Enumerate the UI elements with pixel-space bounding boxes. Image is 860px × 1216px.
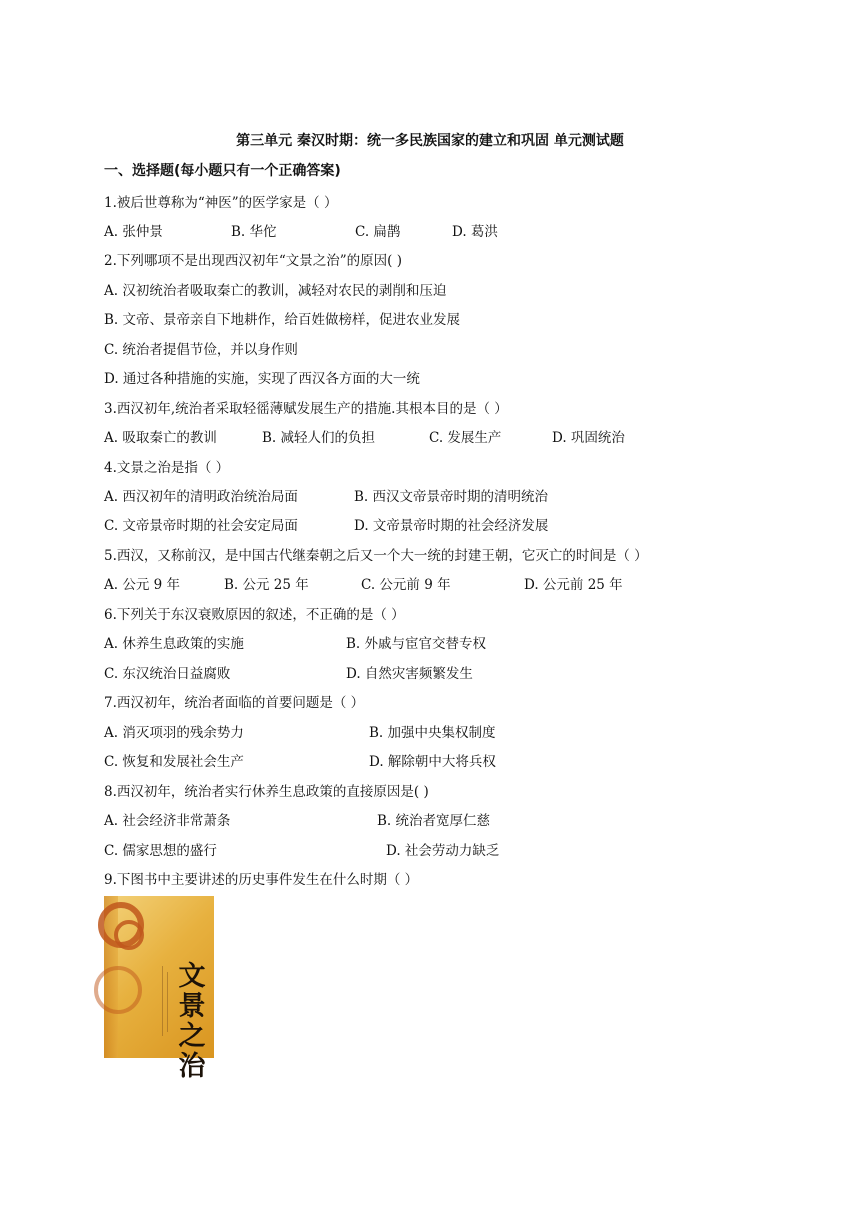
option-c: C. 扁鹊 xyxy=(355,224,401,240)
option-d: D. 解除朝中大将兵权 xyxy=(369,754,496,770)
decorative-swirl xyxy=(94,966,142,1014)
option-a: A. 消灭项羽的残余势力 xyxy=(104,725,244,741)
option-a: A. 汉初统治者吸取秦亡的教训，减轻对农民的剥削和压迫 xyxy=(104,283,447,299)
option-a: A. 休养生息政策的实施 xyxy=(104,636,244,652)
option-d: D. 自然灾害频繁发生 xyxy=(346,666,473,682)
question-stem: 8.西汉初年，统治者实行休养生息政策的直接原因是( ) xyxy=(104,784,429,800)
option-c: C. 公元前 9 年 xyxy=(361,577,451,593)
decorative-line xyxy=(162,966,163,1036)
page-title: 第三单元 秦汉时期：统一多民族国家的建立和巩固 单元测试题 xyxy=(236,133,624,149)
option-c: C. 东汉统治日益腐败 xyxy=(104,666,231,682)
question-stem: 7.西汉初年，统治者面临的首要问题是（ ） xyxy=(104,695,365,711)
book-cover-image xyxy=(104,896,214,1082)
option-a: A. 社会经济非常萧条 xyxy=(104,813,231,829)
option-c: C. 恢复和发展社会生产 xyxy=(104,754,244,770)
question-stem: 5.西汉，又称前汉，是中国古代继秦朝之后又一个大一统的封建王朝，它灭亡的时间是（ ） xyxy=(104,548,648,564)
question-stem: 6.下列关于东汉衰败原因的叙述，不正确的是（ ） xyxy=(104,607,405,623)
option-b: B. 文帝、景帝亲自下地耕作，给百姓做榜样，促进农业发展 xyxy=(104,312,461,328)
option-b: B. 加强中央集权制度 xyxy=(369,725,496,741)
question-stem: 1.被后世尊称为“神医”的医学家是（ ） xyxy=(104,195,338,211)
question-stem: 3.西汉初年,统治者采取轻徭薄赋发展生产的措施.其根本目的是（ ） xyxy=(104,401,508,417)
option-d: D. 通过各种措施的实施，实现了西汉各方面的大一统 xyxy=(104,371,420,387)
option-b: B. 外戚与宦官交替专权 xyxy=(346,636,487,652)
option-d: D. 公元前 25 年 xyxy=(524,577,623,593)
option-a: A. 西汉初年的清明政治统治局面 xyxy=(104,489,298,505)
option-c: C. 文帝景帝时期的社会安定局面 xyxy=(104,518,298,534)
question-stem: 2.下列哪项不是出现西汉初年“文景之治”的原因( ) xyxy=(104,253,403,269)
option-b: B. 减轻人们的负担 xyxy=(262,430,376,446)
decorative-swirl xyxy=(114,920,144,950)
option-b: B. 公元 25 年 xyxy=(224,577,309,593)
option-d: D. 文帝景帝时期的社会经济发展 xyxy=(354,518,549,534)
option-d: D. 巩固统治 xyxy=(552,430,625,446)
option-b: B. 西汉文帝景帝时期的清明统治 xyxy=(354,489,549,505)
option-c: C. 发展生产 xyxy=(429,430,502,446)
option-c: C. 儒家思想的盛行 xyxy=(104,843,217,859)
option-d: D. 葛洪 xyxy=(452,224,498,240)
question-stem: 9.下图书中主要讲述的历史事件发生在什么时期（ ） xyxy=(104,872,419,888)
section-heading: 一、选择题(每小题只有一个正确答案) xyxy=(104,163,341,179)
option-a: A. 公元 9 年 xyxy=(104,577,181,593)
option-b: B. 华佗 xyxy=(231,224,277,240)
question-stem: 4.文景之治是指（ ） xyxy=(104,460,230,476)
option-d: D. 社会劳动力缺乏 xyxy=(386,843,500,859)
option-a: A. 吸取秦亡的教训 xyxy=(104,430,217,446)
option-c: C. 统治者提倡节俭，并以身作则 xyxy=(104,342,298,358)
book-title-text: 文景之治 xyxy=(178,961,206,1082)
option-a: A. 张仲景 xyxy=(104,224,163,240)
decorative-line xyxy=(167,972,168,1032)
option-b: B. 统治者宽厚仁慈 xyxy=(377,813,491,829)
